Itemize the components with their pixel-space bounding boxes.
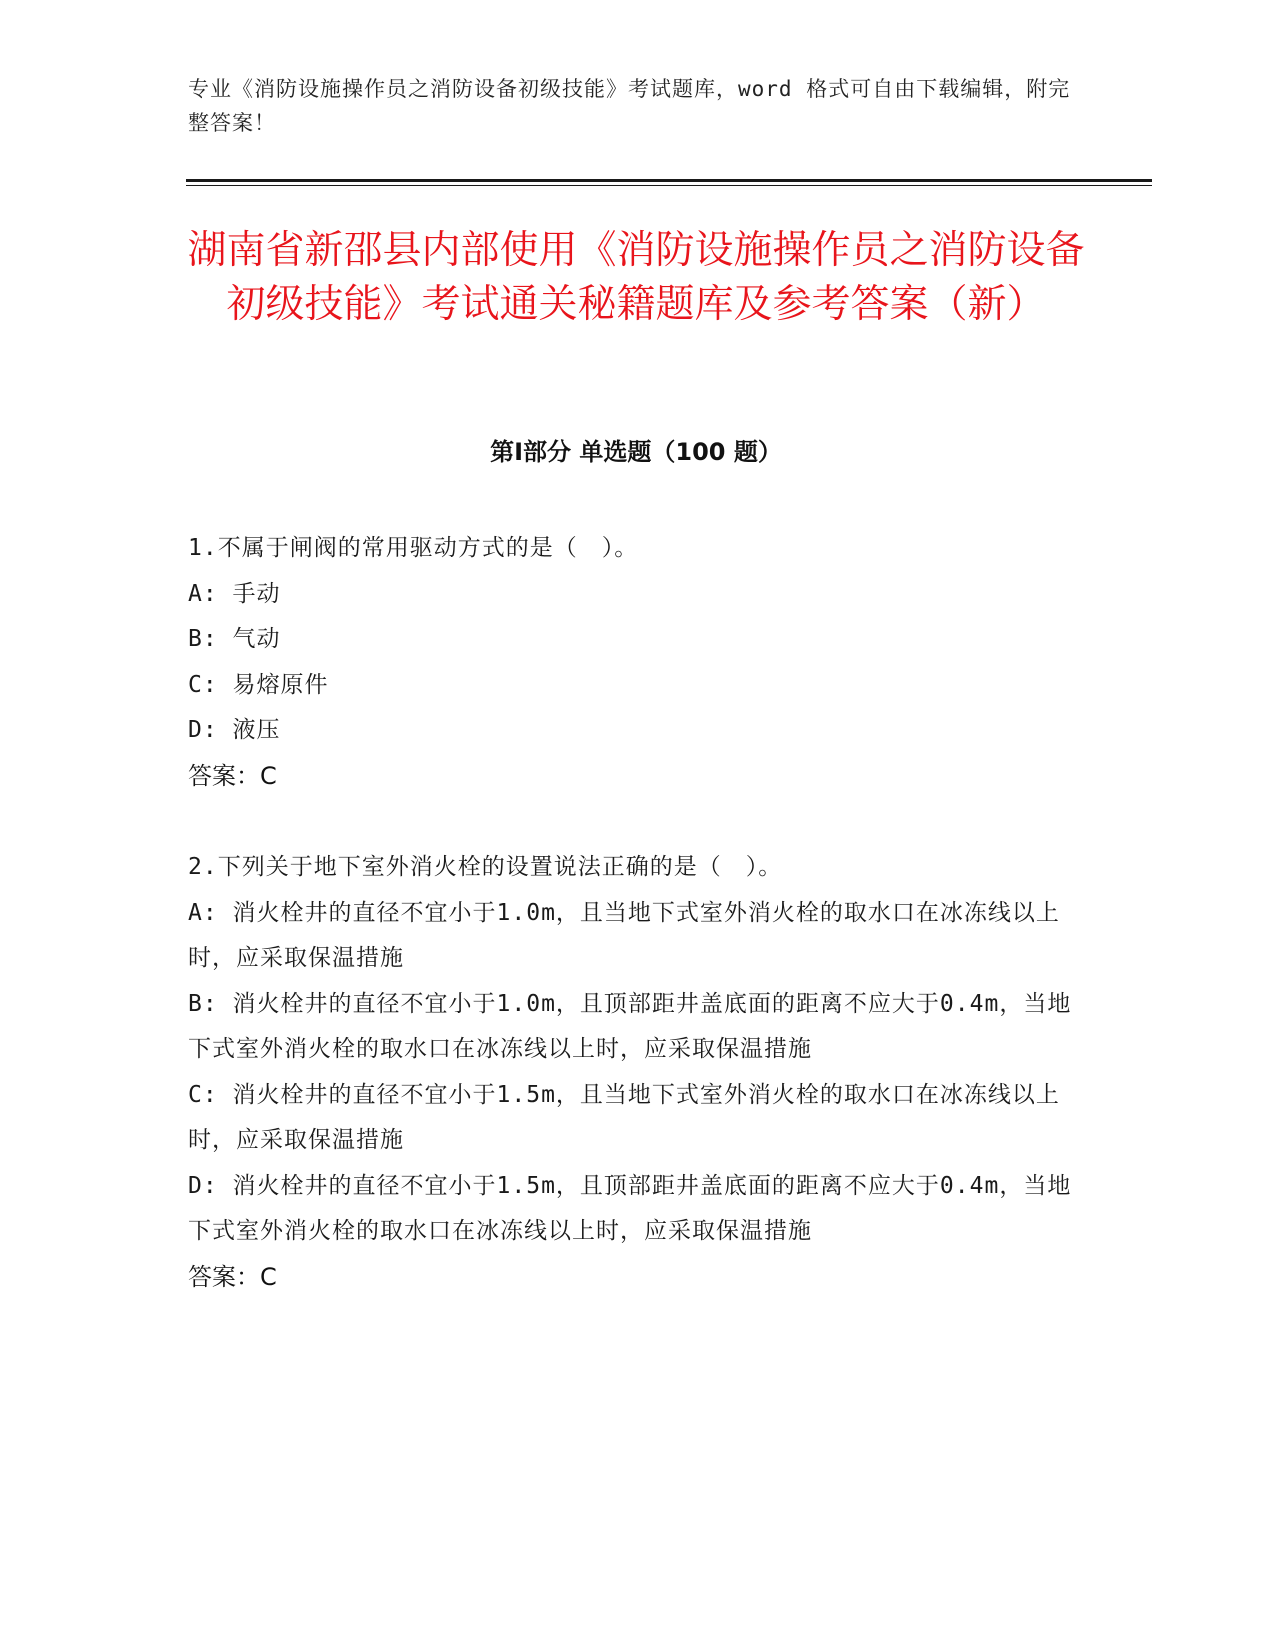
answer: 答案：C — [188, 1262, 277, 1291]
question-stem: 2.下列关于地下室外消火栓的设置说法正确的是（ ）。 — [188, 854, 783, 880]
answer: 答案：C — [188, 761, 277, 790]
option-c: C: 易熔原件 — [188, 671, 329, 698]
question-1 — [188, 526, 1088, 799]
option-d: D: 消火栓井的直径不宜小于1.5m，且顶部距井盖底面的距离不应大于0.4m，当地下式室外消火栓的取水口在冰冻线以上时，应采取保温措施 — [188, 1172, 1072, 1244]
question-2 — [188, 845, 1088, 1300]
option-a: A: 手动 — [188, 580, 281, 607]
document-title: 湖南省新邵县内部使用《消防设施操作员之消防设备初级技能》考试通关秘籍题库及参考答案（新） — [187, 228, 1085, 327]
option-d: D: 液压 — [188, 717, 281, 743]
header-divider-thin — [186, 185, 1152, 186]
option-b: B: 气动 — [188, 626, 281, 652]
option-a: A: 消火栓井的直径不宜小于1.0m，且当地下式室外消火栓的取水口在冰冻线以上时，应采取保温措施 — [188, 899, 1060, 971]
question-stem: 1.不属于闸阀的常用驱动方式的是（ ）。 — [188, 535, 639, 561]
option-c: C: 消火栓井的直径不宜小于1.5m，且当地下式室外消火栓的取水口在冰冻线以上时，应采取保温措施 — [188, 1081, 1060, 1153]
option-b: B: 消火栓井的直径不宜小于1.0m，且顶部距井盖底面的距离不应大于0.4m，当地下式室外消火栓的取水口在冰冻线以上时，应采取保温措施 — [188, 990, 1072, 1062]
header-note: 专业《消防设施操作员之消防设备初级技能》考试题库，word 格式可自由下载编辑，附完整答案！ — [188, 77, 1071, 135]
section-heading: 第Ⅰ部分 单选题（100 题） — [490, 438, 782, 466]
header-divider-thick — [186, 179, 1152, 182]
